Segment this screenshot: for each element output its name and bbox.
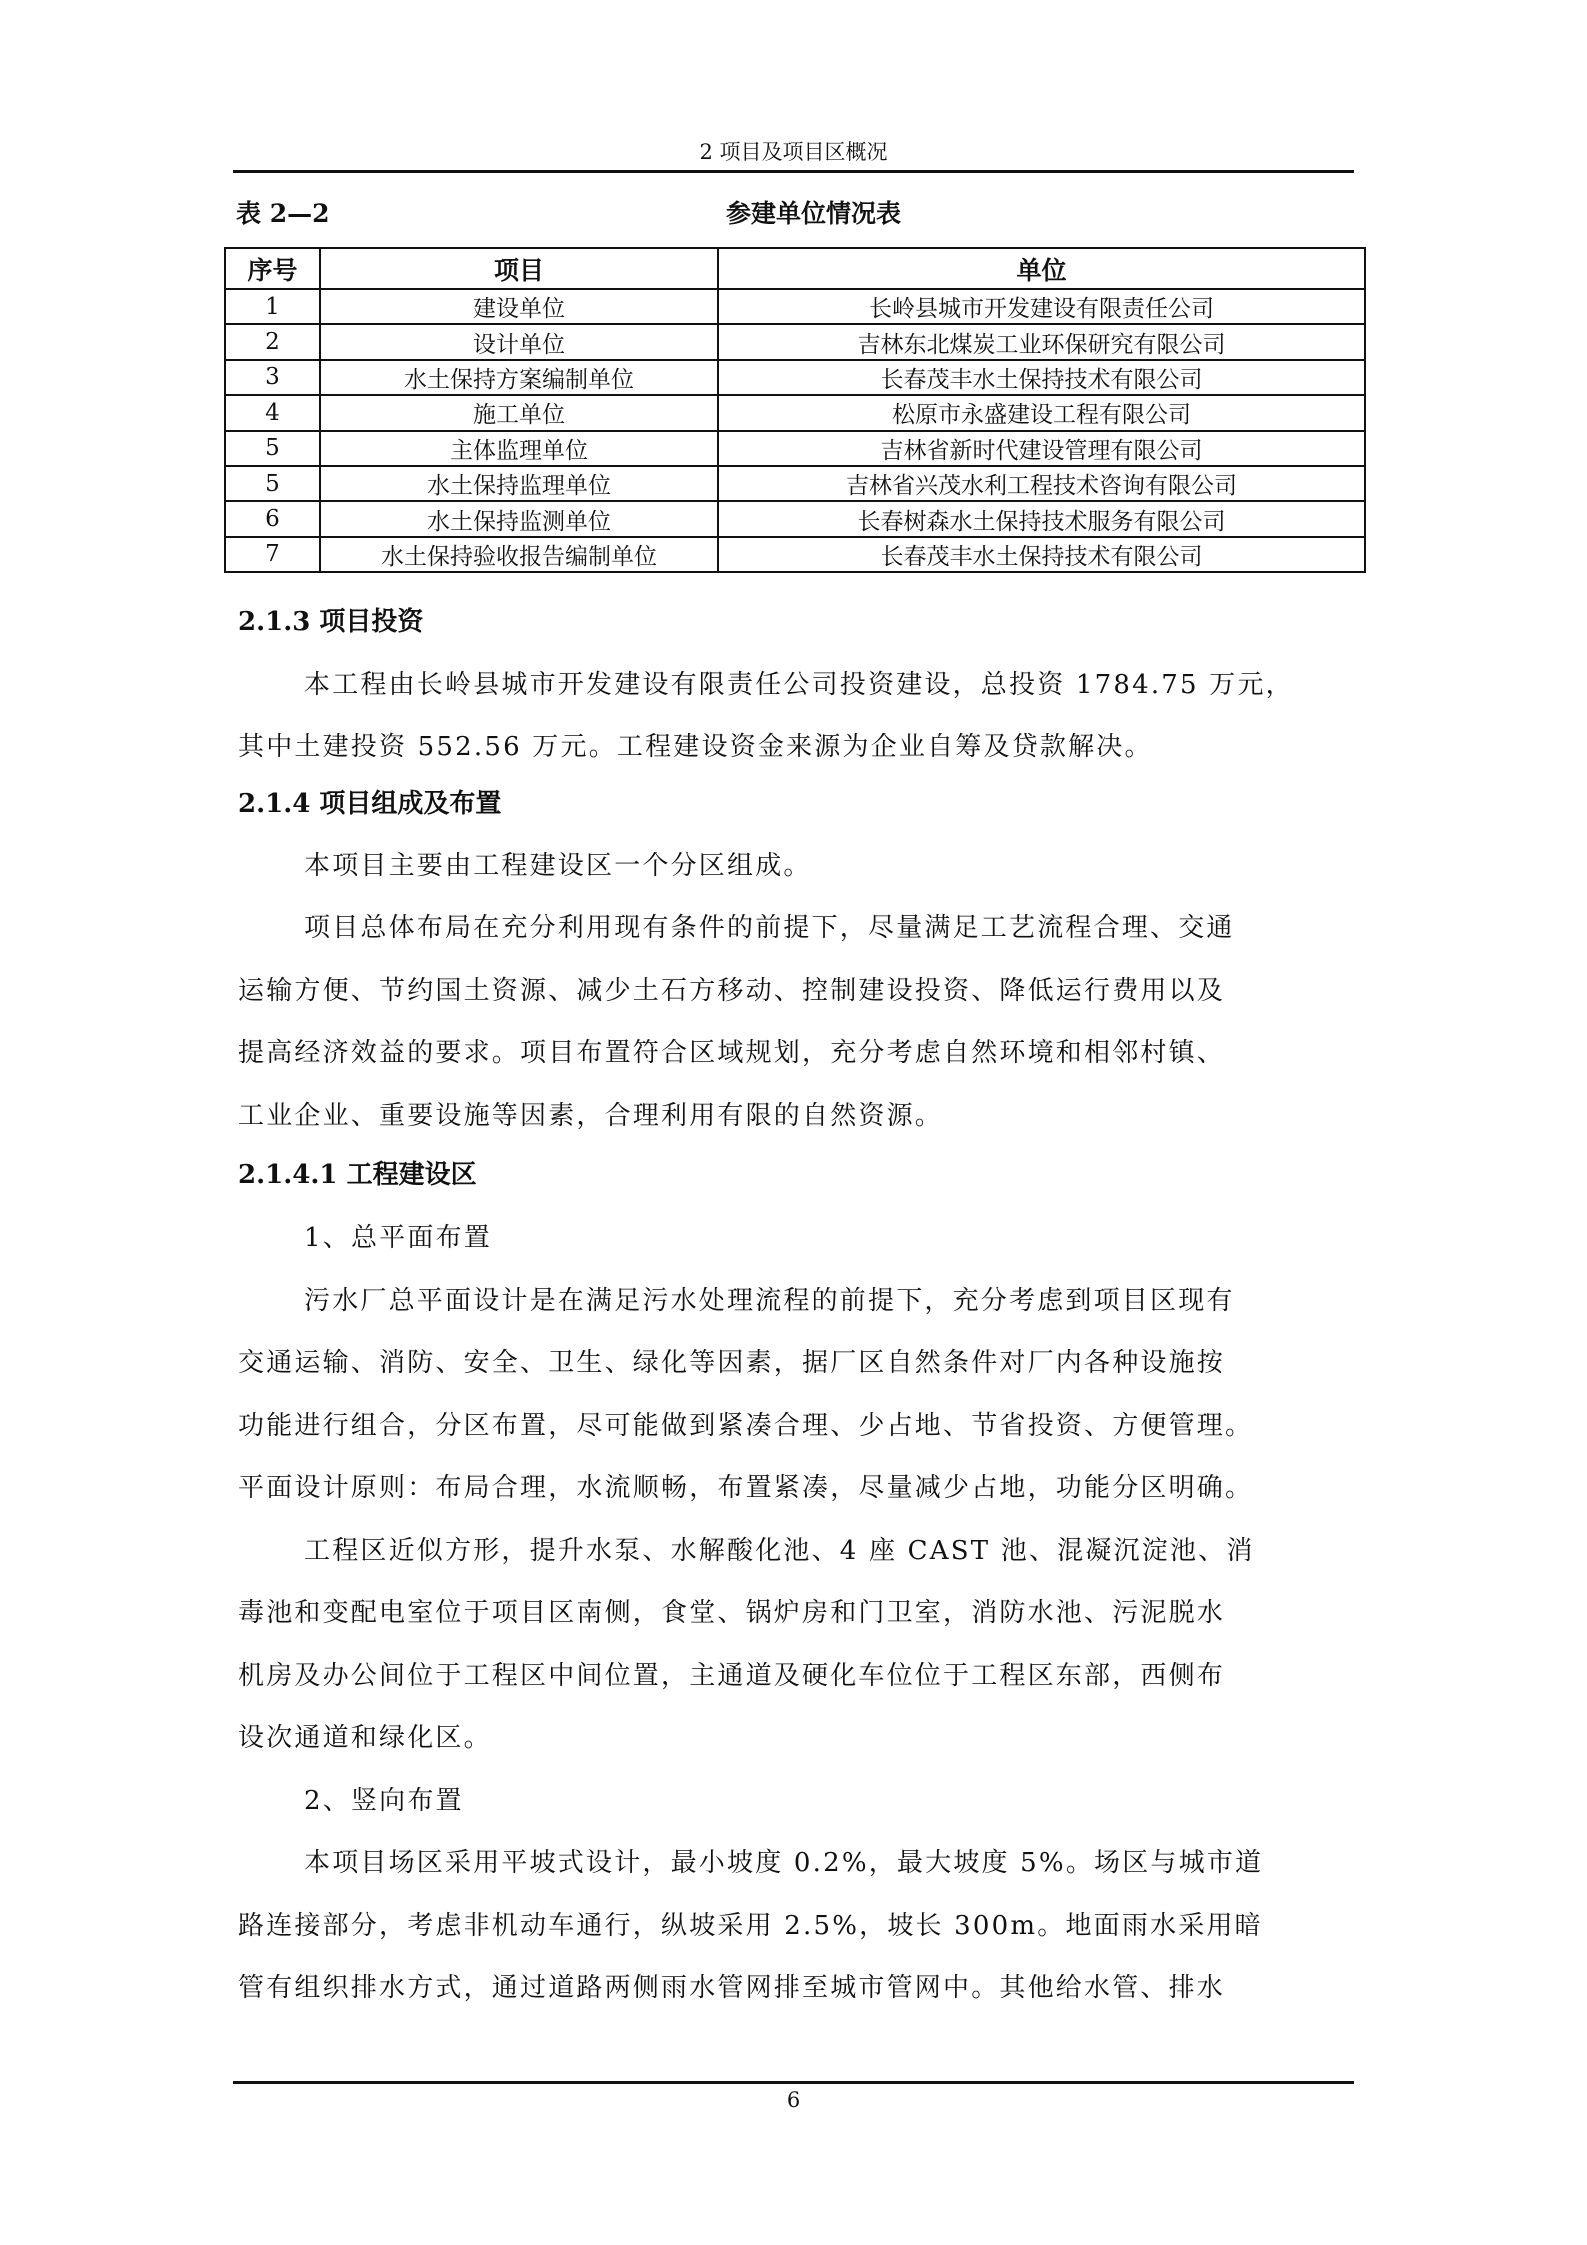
paragraph-line: 工程区近似方形，提升水泵、水解酸化池、4 座 CAST 池、混凝沉淀池、消: [304, 1536, 1255, 1566]
column-header-item: 项目: [320, 248, 718, 289]
paragraph-line: 提高经济效益的要求。项目布置符合区域规划，充分考虑自然环境和相邻村镇、: [238, 1038, 1226, 1068]
column-header-index: 序号: [225, 248, 320, 289]
paragraph-line: 功能进行组合，分区布置，尽可能做到紧凑合理、少占地、节省投资、方便管理。: [238, 1411, 1254, 1441]
cell-unit: 吉林东北煤炭工业环保研究有限公司: [718, 324, 1365, 359]
cell-index: 7: [225, 537, 320, 572]
cell-index: 3: [225, 360, 320, 395]
paragraph-line: 本工程由长岭县城市开发建设有限责任公司投资建设，总投资 1784.75 万元，: [304, 670, 1294, 700]
table-number: 表 2—2: [236, 199, 330, 228]
cell-unit: 长岭县城市开发建设有限责任公司: [718, 289, 1365, 324]
paragraph-line: 运输方便、节约国土资源、减少土石方移动、控制建设投资、降低运行费用以及: [238, 976, 1226, 1006]
paragraph-line: 毒池和变配电室位于项目区南侧，食堂、锅炉房和门卫室，消防水池、污泥脱水: [238, 1598, 1226, 1628]
paragraph-line: 设次通道和绿化区。: [238, 1723, 492, 1753]
section-heading-2-1-4-1: 2.1.4.1 工程建设区: [238, 1160, 477, 1190]
paragraph-line: 机房及办公间位于工程区中间位置，主通道及硬化车位位于工程区东部，西侧布: [238, 1661, 1226, 1691]
cell-item: 施工单位: [320, 395, 718, 430]
cell-item: 建设单位: [320, 289, 718, 324]
cell-index: 4: [225, 395, 320, 430]
table-row: [225, 324, 1365, 359]
column-header-unit: 单位: [718, 248, 1365, 289]
footer-rule: [233, 2081, 1354, 2084]
cell-unit: 长春树森水土保持技术服务有限公司: [718, 501, 1365, 536]
paragraph-line: 平面设计原则：布局合理，水流顺畅，布置紧凑，尽量减少占地，功能分区明确。: [238, 1473, 1254, 1503]
page-number: 6: [786, 2088, 801, 2112]
cell-unit: 长春茂丰水土保持技术有限公司: [718, 360, 1365, 395]
cell-index: 2: [225, 324, 320, 359]
participating-units-table: [224, 247, 1366, 573]
cell-unit: 长春茂丰水土保持技术有限公司: [718, 537, 1365, 572]
cell-index: 5: [225, 431, 320, 466]
cell-item: 水土保持监测单位: [320, 501, 718, 536]
paragraph-line: 本项目主要由工程建设区一个分区组成。: [304, 851, 812, 881]
section-heading-2-1-4: 2.1.4 项目组成及布置: [238, 789, 502, 819]
table-header-row: [225, 248, 1365, 289]
paragraph-line: 本项目场区采用平坡式设计，最小坡度 0.2%，最大坡度 5%。场区与城市道: [304, 1848, 1264, 1878]
paragraph-line: 路连接部分，考虑非机动车通行，纵坡采用 2.5%，坡长 300m。地面雨水采用暗: [238, 1911, 1263, 1941]
cell-item: 设计单位: [320, 324, 718, 359]
subheading-vertical-layout: 2、竖向布置: [304, 1786, 464, 1816]
table-row: [225, 395, 1365, 430]
cell-unit: 吉林省新时代建设管理有限公司: [718, 431, 1365, 466]
paragraph-line: 污水厂总平面设计是在满足污水处理流程的前提下，充分考虑到项目区现有: [304, 1286, 1235, 1316]
header-rule: [233, 170, 1354, 173]
paragraph-line: 工业企业、重要设施等因素，合理利用有限的自然资源。: [238, 1101, 944, 1131]
cell-item: 主体监理单位: [320, 431, 718, 466]
table-row: [225, 466, 1365, 501]
cell-index: 6: [225, 501, 320, 536]
table-row: [225, 431, 1365, 466]
cell-index: 1: [225, 289, 320, 324]
cell-unit: 吉林省兴茂水利工程技术咨询有限公司: [718, 466, 1365, 501]
running-header: 2 项目及项目区概况: [699, 140, 888, 164]
paragraph-line: 交通运输、消防、安全、卫生、绿化等因素，据厂区自然条件对厂内各种设施按: [238, 1348, 1226, 1378]
cell-item: 水土保持监理单位: [320, 466, 718, 501]
table-row: [225, 501, 1365, 536]
table-row: [225, 360, 1365, 395]
subheading-layout-plan: 1、总平面布置: [304, 1223, 492, 1253]
cell-item: 水土保持验收报告编制单位: [320, 537, 718, 572]
table-row: [225, 537, 1365, 572]
table-title: 参建单位情况表: [725, 199, 901, 228]
table-row: [225, 289, 1365, 324]
paragraph-line: 项目总体布局在充分利用现有条件的前提下，尽量满足工艺流程合理、交通: [304, 913, 1235, 943]
cell-index: 5: [225, 466, 320, 501]
paragraph-line: 管有组织排水方式，通过道路两侧雨水管网排至城市管网中。其他给水管、排水: [238, 1973, 1226, 2003]
cell-unit: 松原市永盛建设工程有限公司: [718, 395, 1365, 430]
paragraph-line: 其中土建投资 552.56 万元。工程建设资金来源为企业自筹及贷款解决。: [238, 732, 1153, 762]
cell-item: 水土保持方案编制单位: [320, 360, 718, 395]
section-heading-2-1-3: 2.1.3 项目投资: [238, 607, 424, 637]
